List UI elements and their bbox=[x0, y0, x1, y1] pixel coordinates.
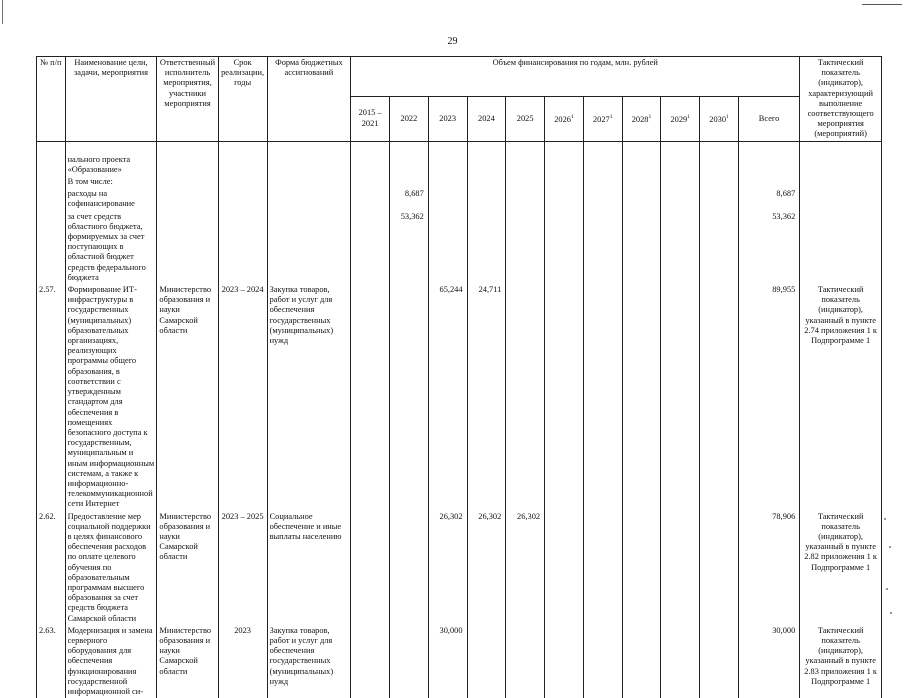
row-year-value bbox=[467, 188, 506, 210]
row-year-value bbox=[622, 284, 661, 510]
row-indicator bbox=[800, 176, 882, 188]
row-year-value bbox=[428, 188, 467, 210]
table-row bbox=[37, 188, 882, 210]
row-year-value bbox=[583, 625, 622, 698]
scan-artifact-line bbox=[2, 0, 3, 24]
row-year-value bbox=[506, 625, 545, 698]
row-year-value bbox=[545, 176, 584, 188]
row-year-value bbox=[351, 141, 390, 176]
row-year-value bbox=[700, 176, 739, 188]
header-total: Всего bbox=[738, 96, 799, 141]
row-year-value bbox=[545, 141, 584, 176]
row-year-value: 26,302 bbox=[428, 511, 467, 625]
header-year: 2023 bbox=[428, 96, 467, 141]
row-year-value bbox=[506, 176, 545, 188]
row-year-value bbox=[583, 511, 622, 625]
row-number bbox=[37, 211, 66, 284]
budget-table-container bbox=[36, 56, 882, 696]
row-year-value bbox=[700, 511, 739, 625]
row-year-value bbox=[390, 284, 429, 510]
row-period: 2023 – 2025 bbox=[218, 511, 267, 625]
row-year-value: 24,711 bbox=[467, 284, 506, 510]
row-year-value bbox=[661, 176, 700, 188]
row-year-value bbox=[390, 141, 429, 176]
row-year-value bbox=[700, 141, 739, 176]
header-year: 2029$^1$ bbox=[661, 96, 700, 141]
row-year-value bbox=[700, 284, 739, 510]
row-executor: Министерство образования и науки Самарской области bbox=[157, 284, 218, 510]
row-year-value bbox=[661, 284, 700, 510]
row-year-value bbox=[622, 188, 661, 210]
row-year-value bbox=[661, 211, 700, 284]
row-total bbox=[738, 176, 799, 188]
row-year-value bbox=[351, 511, 390, 625]
row-executor: Министерство образования и науки Самарской области bbox=[157, 625, 218, 698]
row-year-value bbox=[583, 211, 622, 284]
header-year: 2030$^1$ bbox=[700, 96, 739, 141]
row-year-value bbox=[545, 284, 584, 510]
row-year-value: 26,302 bbox=[467, 511, 506, 625]
row-indicator bbox=[800, 188, 882, 210]
header-year: 2024 bbox=[467, 96, 506, 141]
row-form: Социальное обеспечение и иные выплаты населению bbox=[267, 511, 351, 625]
row-number: 2.63. bbox=[37, 625, 66, 698]
row-year-value bbox=[506, 211, 545, 284]
row-executor bbox=[157, 188, 218, 210]
row-year-value bbox=[622, 511, 661, 625]
row-year-value bbox=[351, 284, 390, 510]
row-executor bbox=[157, 176, 218, 188]
row-indicator bbox=[800, 211, 882, 284]
row-period bbox=[218, 141, 267, 176]
row-year-value bbox=[351, 625, 390, 698]
row-form: Закупка товаров, работ и услуг для обеспечения государственных (муниципальных) нужд bbox=[267, 625, 351, 698]
row-year-value bbox=[700, 625, 739, 698]
table-row bbox=[37, 511, 882, 625]
header-year: 2022 bbox=[390, 96, 429, 141]
row-period bbox=[218, 188, 267, 210]
scan-artifact-line bbox=[862, 4, 902, 5]
row-indicator: Тактический показатель (индикатор), указанный в пункте 2.74 приложения 1 к Подпрограмме 1 bbox=[800, 284, 882, 510]
row-year-value bbox=[428, 176, 467, 188]
row-total: 53,362 bbox=[738, 211, 799, 284]
row-name: В том числе: bbox=[65, 176, 157, 188]
row-period bbox=[218, 176, 267, 188]
row-year-value bbox=[622, 625, 661, 698]
scan-artifact-dot bbox=[884, 518, 886, 520]
table-row bbox=[37, 141, 882, 176]
header-num: № п/п bbox=[37, 57, 66, 142]
row-year-value bbox=[583, 141, 622, 176]
row-year-value bbox=[351, 176, 390, 188]
row-year-value bbox=[661, 625, 700, 698]
table-row bbox=[37, 284, 882, 510]
header-year: 2027$^1$ bbox=[583, 96, 622, 141]
row-name: Предоставление мер социальной поддержки в целях финансового обеспечения расходов по оплате целевого обучения по образовательным программам высшего образования за счет средств бюджета Самарской области bbox=[65, 511, 157, 625]
row-year-value bbox=[700, 211, 739, 284]
row-year-value bbox=[661, 188, 700, 210]
scan-artifact-dot bbox=[889, 546, 891, 548]
row-executor bbox=[157, 141, 218, 176]
row-year-value bbox=[467, 211, 506, 284]
header-year: 2025 bbox=[506, 96, 545, 141]
scan-artifact-dot bbox=[890, 612, 892, 614]
row-name: нального проекта «Образование» bbox=[65, 141, 157, 176]
header-funding: Объем финансирования по годам, млн. рублей bbox=[351, 57, 800, 97]
row-year-value: 30,000 bbox=[428, 625, 467, 698]
row-year-value bbox=[545, 188, 584, 210]
table-row bbox=[37, 211, 882, 284]
row-year-value bbox=[661, 141, 700, 176]
row-name: Модернизация и замена серверного оборудования для обеспечения функционирования государственной информационной си- bbox=[65, 625, 157, 698]
row-executor bbox=[157, 211, 218, 284]
row-year-value bbox=[506, 188, 545, 210]
row-year-value bbox=[467, 625, 506, 698]
header-year: 2028$^1$ bbox=[622, 96, 661, 141]
row-year-value bbox=[622, 176, 661, 188]
header-year: 2015 – 2021 bbox=[351, 96, 390, 141]
row-total: 78,906 bbox=[738, 511, 799, 625]
row-year-value bbox=[583, 176, 622, 188]
row-name: расходы на софинансирование bbox=[65, 188, 157, 210]
header-year: 2026$^1$ bbox=[545, 96, 584, 141]
row-form bbox=[267, 188, 351, 210]
row-year-value bbox=[545, 511, 584, 625]
row-number: 2.62. bbox=[37, 511, 66, 625]
row-year-value bbox=[428, 141, 467, 176]
row-number bbox=[37, 141, 66, 176]
row-period: 2023 bbox=[218, 625, 267, 698]
row-year-value: 8,687 bbox=[390, 188, 429, 210]
row-name: за счет средств областного бюджета, формируемых за счет поступающих в областной бюджет средств федерального бюджета bbox=[65, 211, 157, 284]
header-period: Срок реализации, годы bbox=[218, 57, 267, 142]
row-year-value bbox=[390, 625, 429, 698]
row-year-value bbox=[428, 211, 467, 284]
row-year-value bbox=[622, 141, 661, 176]
table-row bbox=[37, 625, 882, 698]
row-number bbox=[37, 188, 66, 210]
row-form bbox=[267, 176, 351, 188]
row-year-value bbox=[351, 211, 390, 284]
row-indicator: Тактический показатель (индикатор), указанный в пункте 2.82 приложения 1 к Подпрограмме 1 bbox=[800, 511, 882, 625]
row-year-value: 53,362 bbox=[390, 211, 429, 284]
page-number: 29 bbox=[447, 36, 458, 47]
row-total: 30,000 bbox=[738, 625, 799, 698]
row-indicator: Тактический показатель (индикатор), указанный в пункте 2.83 приложения 1 к Подпрограмме 1 bbox=[800, 625, 882, 698]
row-year-value bbox=[351, 188, 390, 210]
header-indicator: Тактический показатель (индикатор), характеризующий выполнение соответствующего мероприятия (мероприятий) bbox=[800, 57, 882, 142]
header-executor: Ответственный исполнитель мероприятия, участники мероприятия bbox=[157, 57, 218, 142]
row-year-value bbox=[467, 176, 506, 188]
row-period: 2023 – 2024 bbox=[218, 284, 267, 510]
row-year-value bbox=[390, 176, 429, 188]
scan-artifact-dot bbox=[886, 588, 888, 590]
row-total: 8,687 bbox=[738, 188, 799, 210]
row-year-value: 65,244 bbox=[428, 284, 467, 510]
row-period bbox=[218, 211, 267, 284]
row-year-value bbox=[583, 188, 622, 210]
row-year-value bbox=[545, 625, 584, 698]
budget-table bbox=[36, 56, 882, 698]
row-year-value bbox=[661, 511, 700, 625]
header-form: Форма бюджетных ассигнований bbox=[267, 57, 351, 142]
row-year-value bbox=[545, 211, 584, 284]
row-indicator bbox=[800, 141, 882, 176]
header-name: Наименование цели, задачи, мероприятия bbox=[65, 57, 157, 142]
row-year-value bbox=[583, 284, 622, 510]
row-year-value bbox=[506, 284, 545, 510]
row-number: 2.57. bbox=[37, 284, 66, 510]
row-number bbox=[37, 176, 66, 188]
row-year-value bbox=[390, 511, 429, 625]
row-executor: Министерство образования и науки Самарской области bbox=[157, 511, 218, 625]
row-year-value bbox=[700, 188, 739, 210]
row-year-value bbox=[467, 141, 506, 176]
row-form bbox=[267, 211, 351, 284]
row-total bbox=[738, 141, 799, 176]
row-year-value bbox=[506, 141, 545, 176]
row-name: Формирование ИТ-инфраструктуры в государственных (муниципальных) образовательных организациях, реализующих программы общего образования, в соответствии с утвержденным стандартом для обеспечения в помещениях безопасного доступа к государственным, муниципальным и иным информационным системам, а также к информационно-телекоммуникационной сети Интернет bbox=[65, 284, 157, 510]
table-row bbox=[37, 176, 882, 188]
row-form: Закупка товаров, работ и услуг для обеспечения государственных (муниципальных) нужд bbox=[267, 284, 351, 510]
row-year-value: 26,302 bbox=[506, 511, 545, 625]
row-year-value bbox=[622, 211, 661, 284]
row-total: 89,955 bbox=[738, 284, 799, 510]
row-form bbox=[267, 141, 351, 176]
